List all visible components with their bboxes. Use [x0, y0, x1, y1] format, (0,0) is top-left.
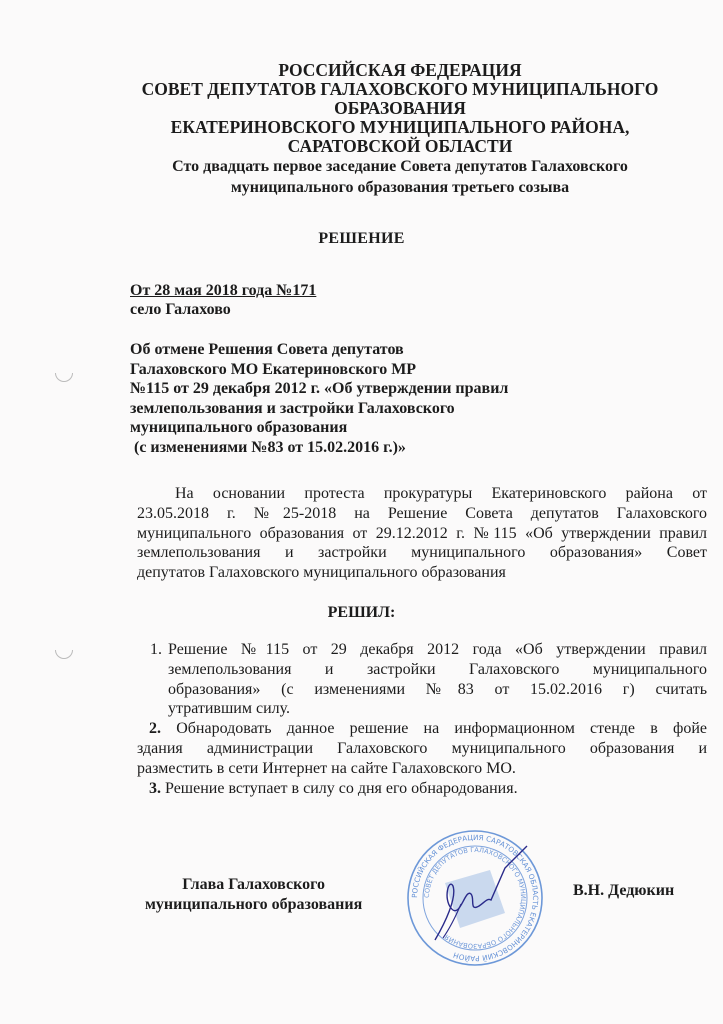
date-block	[130, 281, 316, 319]
preamble-line: муниципального образования от 29.12.2012 г. №115 «Об утверждении правил	[137, 524, 707, 542]
subject-line: муниципального образования	[130, 419, 348, 436]
signatory-name: В.Н. Дедюкин	[573, 882, 675, 899]
signatory-title-line: Глава Галаховского	[182, 876, 325, 893]
preamble-line: 23.05.2018 г. №25-2018 на Решение Совета депутатов Галаховского	[137, 504, 707, 522]
item-first-line	[137, 719, 707, 739]
item-number: 2.	[149, 720, 161, 738]
document-header	[110, 61, 690, 198]
place-line: село Галахово	[130, 301, 231, 318]
seal-inner-text: СОВЕТ ДЕПУТАТОВ ГАЛАХОВСКОГО МУНИЦИПАЛЬНОГО ОБРАЗОВАНИЯ	[422, 845, 528, 951]
decision-item-3	[137, 779, 707, 799]
item-line: Решение №115 от 29 декабря 2012 года «Об утверждении правил	[168, 641, 707, 658]
subject-line: (с изменениями №83 от 15.02.2016 г.)»	[130, 438, 406, 456]
header-line: САРАТОВСКОЙ ОБЛАСТИ	[287, 136, 513, 156]
item-number: 3.	[149, 779, 161, 797]
date-number-line: От 28 мая 2018 года №171	[130, 282, 317, 299]
subject-line: Галаховского МО Екатериновского МР	[130, 360, 417, 378]
item-number: 1.	[150, 641, 162, 658]
decision-item-1	[137, 640, 707, 719]
official-seal-stamp	[405, 828, 545, 968]
session-line: Сто двадцать первое заседание Совета депутатов Галаховского	[172, 158, 628, 175]
subject-line: Об отмене Решения Совета депутатов	[130, 341, 404, 358]
preamble-line: депутатов Галаховского муниципального образования	[137, 564, 506, 582]
decided-heading: РЕШИЛ:	[327, 604, 396, 621]
subject-block	[130, 340, 508, 457]
punch-hole-mark	[55, 373, 73, 382]
item-line: разместить в сети Интернет на сайте Галаховского МО.	[137, 759, 516, 777]
item-line: здания администрации Галаховского муниципального образования и	[137, 739, 707, 757]
item-line: образования» (с изменениями №83 от 15.02.2016 г) считать	[168, 680, 707, 698]
decision-items	[137, 640, 707, 798]
item-line: Обнародовать данное решение на информационном стенде в фойе	[176, 720, 708, 738]
item-line: утратившим силу.	[168, 700, 291, 718]
item-first-line	[137, 779, 707, 799]
preamble-line: землепользования и застройки муниципального образования» Совет	[137, 544, 707, 562]
header-line: РОССИЙСКАЯ ФЕДЕРАЦИЯ	[278, 60, 522, 80]
item-line: Решение вступает в силу со дня его обнародования.	[165, 779, 518, 797]
header-line: СОВЕТ ДЕПУТАТОВ ГАЛАХОВСКОГО МУНИЦИПАЛЬНОГО	[141, 79, 659, 99]
seal-outer-text: РОССИЙСКАЯ ФЕДЕРАЦИЯ САРАТОВСКАЯ ОБЛАСТЬ ЕКАТЕРИНОВСКИЙ РАЙОН	[409, 832, 541, 964]
punch-hole-mark	[55, 650, 73, 659]
subject-line: землепользования и застройки Галаховского	[130, 399, 455, 417]
header-line: ЕКАТЕРИНОВСКОГО МУНИЦИПАЛЬНОГО РАЙОНА,	[170, 117, 630, 137]
preamble-line: На основании протеста прокуратуры Екатериновского района от	[175, 485, 707, 502]
signatory-title-line: муниципального образования	[145, 896, 363, 913]
preamble-paragraph	[137, 484, 707, 583]
signatory-title	[145, 875, 362, 915]
subject-line: №115 от 29 декабря 2012 г. «Об утверждении правил	[130, 380, 509, 397]
session-line: муниципального образования третьего созыва	[230, 179, 570, 196]
document-title: РЕШЕНИЕ	[318, 230, 405, 247]
decision-item-2	[137, 719, 707, 778]
header-line: ОБРАЗОВАНИЯ	[334, 98, 466, 118]
item-line: землепользования и застройки Галаховского муниципального	[168, 660, 707, 678]
